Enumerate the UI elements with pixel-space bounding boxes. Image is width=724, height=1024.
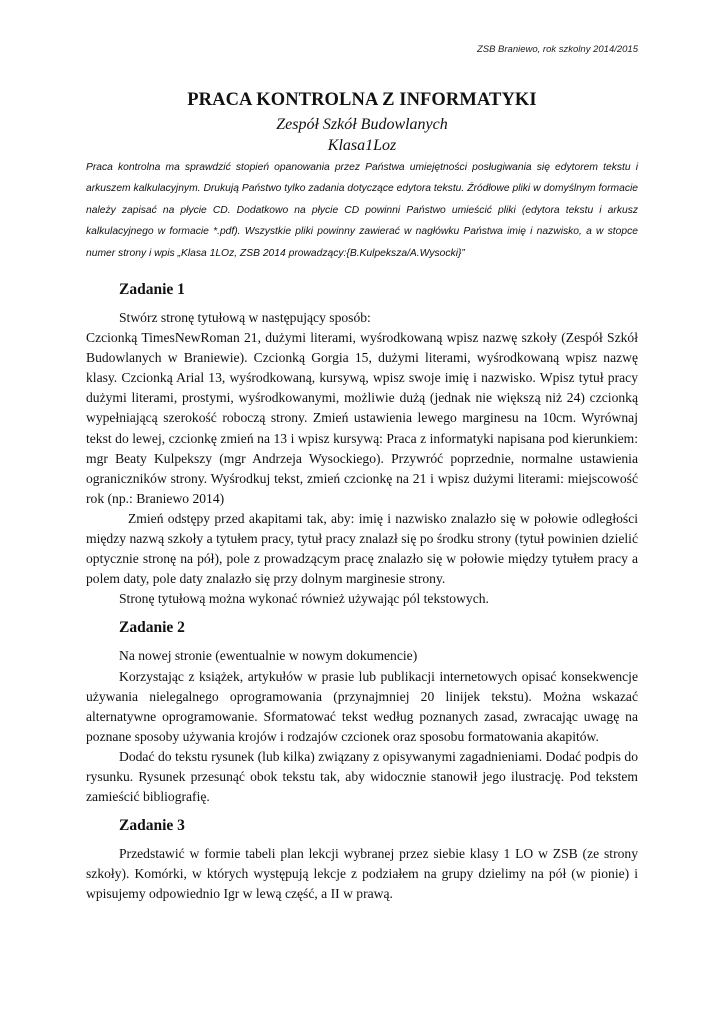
intro-paragraph: Praca kontrolna ma sprawdzić stopień opanowania przez Państwa umiejętności posługiwania się edytorem tekstu i arkuszem kalkulacyjnym. Drukują Państwo tylko zadania dotyczące edytora tekstu. Źródłowe pliki w domyślnym formacie należy zapisać na płycie CD. Dodatkowo na płycie CD powinni Państwo umieścić pliki (edytora tekstu i arkusz kalkulacyjnego w formacie *.pdf). Wszystkie pliki powinny zawierać w nagłówku Państwa imię i nazwisko, a w stopce numer strony i wpis „Klasa 1LOz, ZSB 2014 prowadzący:{B.Kulpeksza/A.Wysocki}” <box>86 162 638 259</box>
document-title: PRACA KONTROLNA Z INFORMATYKI <box>187 90 537 110</box>
task-3-heading: Zadanie 3 <box>119 817 185 835</box>
page-header: ZSB Braniewo, rok szkolny 2014/2015 <box>476 44 638 55</box>
class-name: Klasa1Loz <box>327 137 397 154</box>
task-3-paragraph-1: Przedstawić w formie tabeli plan lekcji wybranej przez siebie klasy 1 LO w ZSB (ze strony szkoły). Komórki, w których występują lekcje z podziałem na grupy dzielimy na pół (w pionie) i wpisujemy odpowiednio Igr w lewą część, a II w prawą. <box>86 846 638 902</box>
task-2-paragraph-1: Na nowej stronie (ewentualnie w nowym dokumencie) <box>119 648 418 664</box>
task-1-paragraph-2: Czcionką TimesNewRoman 21, dużymi literami, wyśrodkowaną wpisz nazwę szkoły (Zespół Szkół Budowlanych w Braniewie). Czcionką Gorgia 15, dużymi literami, wyśrodkowaną wpisz nazwę klasy. Czcionką Arial 13, wyśrodkowaną, kursywą, wpisz swoje imię i nazwisko. Wpisz tytuł pracy dużymi literami, prostymi, wyśrodkowanymi, możliwie dużą (jednak nie większą niż 24) czcionką wypełniającą szerokość roboczą strony. Zmień ustawienia lewego marginesu na 10cm. Wyrównaj tekst do lewej, czcionkę zmień na 13 i wpisz kursywą: Praca z informatyki napisana pod kierunkiem: mgr Beaty Kulpekszy (mgr Andrzeja Wysockiego). Przywróć poprzednie, normalne ustawienia ograniczników strony. Wyśrodkuj tekst, zmień czcionkę na 21 i wpisz dużymi literami: miejscowość rok (np.: Braniewo 2014) <box>86 330 638 506</box>
task-3 <box>86 814 638 904</box>
task-1-heading: Zadanie 1 <box>119 281 185 298</box>
task-1 <box>86 278 638 609</box>
task-2-heading: Zadanie 2 <box>119 619 185 637</box>
task-2 <box>86 616 638 807</box>
task-1-paragraph-3: Zmień odstępy przed akapitami tak, aby: imię i nazwisko znalazło się w połowie odległości między nazwą szkoły a tytułem pracy, tytuł pracy znalazł się po środku strony (tytuł powinien dzielić optycznie stronę na pół), pole z prowadzącym pracę znalazło się w połowie między tytułem pracy a polem daty, pole daty znalazło się przy dolnym marginesie strony. <box>86 510 638 587</box>
school-name: Zespół Szkół Budowlanych <box>276 116 448 133</box>
task-1-paragraph-4: Stronę tytułową można wykonać również używając pól tekstowych. <box>119 591 489 607</box>
document-body <box>86 278 638 904</box>
task-2-paragraph-2: Korzystając z książek, artykułów w prasie lub publikacji internetowych opisać konsekwencje używania nielegalnego oprogramowania (przynajmniej 20 linijek tekstu). Można wskazać alternatywne oprogramowanie. Sformatować tekst według poznanych zasad, zwracając uwagę na poznane sposoby używania krojów i rodzajów czcionek oraz sposobu formatowania akapitów. <box>86 668 638 744</box>
task-1-paragraph-1: Stwórz stronę tytułową w następujący sposób: <box>119 310 371 325</box>
task-2-paragraph-3: Dodać do tekstu rysunek (lub kilka) związany z opisywanymi zagadnieniami. Dodać podpis do rysunku. Rysunek przesunąć obok tekstu tak, aby widocznie stanowił jego ilustrację. Pod tekstem zamieścić bibliografię. <box>86 748 638 805</box>
